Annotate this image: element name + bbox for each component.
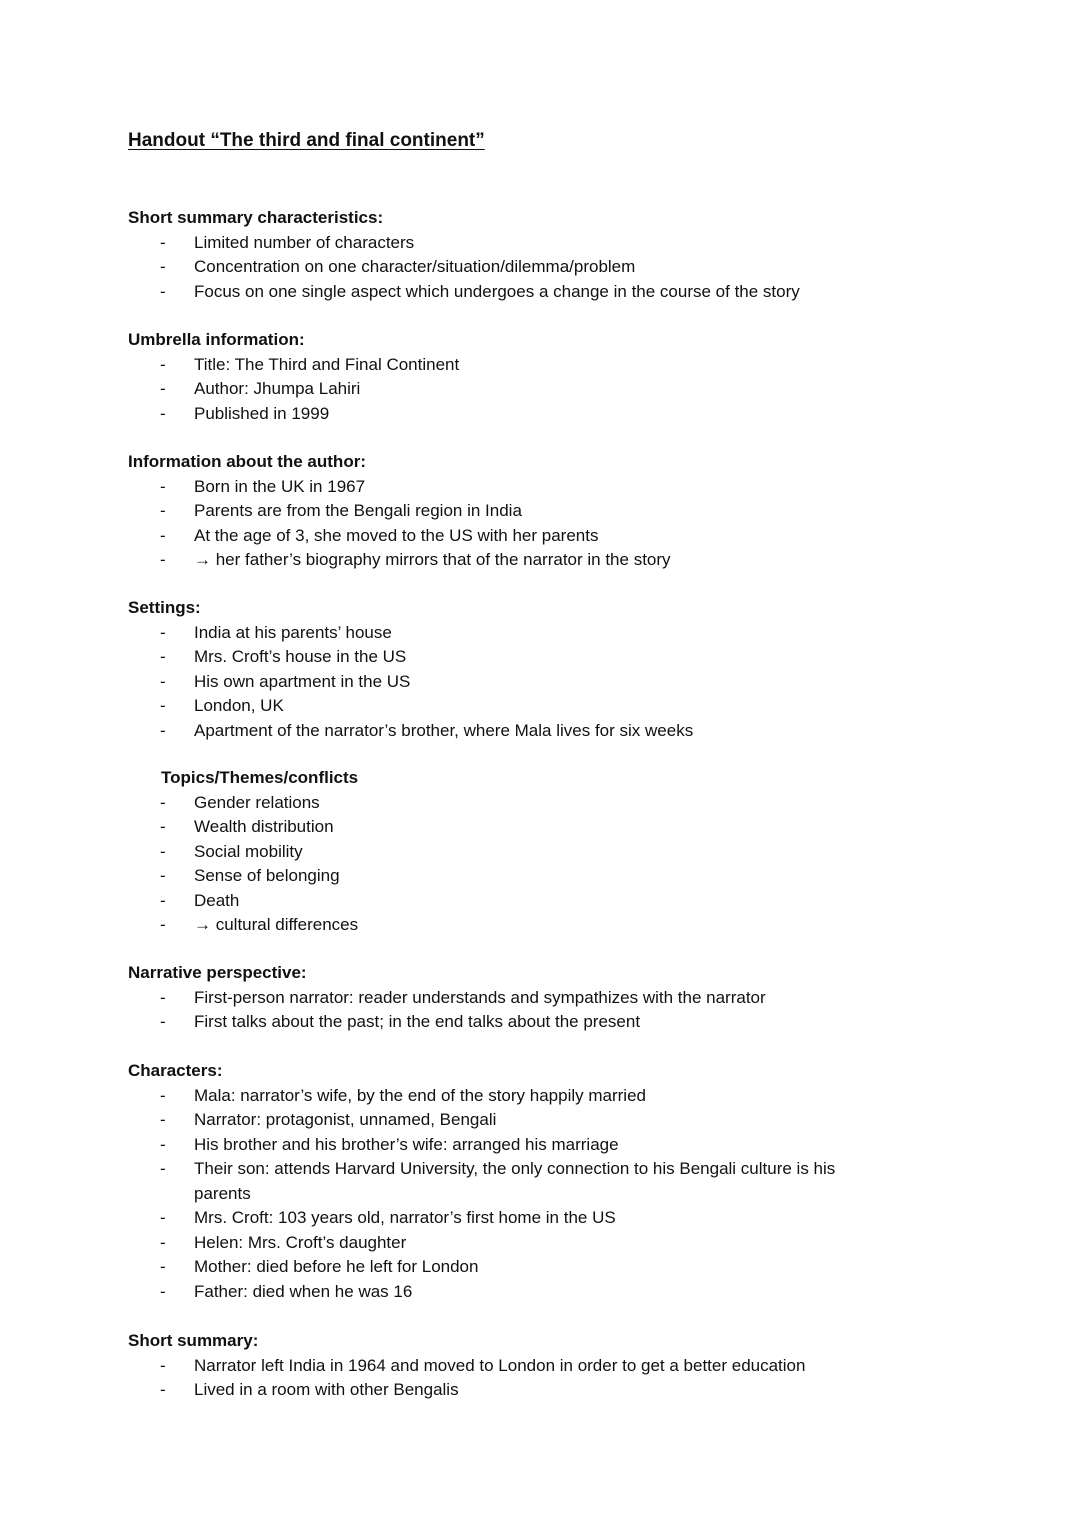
list-item-text: At the age of 3, she moved to the US with her parents <box>194 525 599 545</box>
list-item-text: Sense of belonging <box>194 866 340 885</box>
bullet-dash: - <box>160 1355 166 1375</box>
list-item <box>161 815 894 840</box>
list-item-text: Mrs. Croft: 103 years old, narrator’s first home in the US <box>194 1208 616 1227</box>
bullet-dash: - <box>160 354 166 374</box>
list-item <box>128 719 894 744</box>
section-heading: Settings: <box>128 598 201 617</box>
section-umbrella-information <box>128 328 928 426</box>
bullet-dash: - <box>160 1380 166 1399</box>
list-item <box>128 1157 894 1206</box>
bullet-dash: - <box>160 720 166 740</box>
list-item-text: Helen: Mrs. Croft’s daughter <box>194 1232 407 1252</box>
list-item-text: Mrs. Croft’s house in the US <box>194 647 407 666</box>
list-item <box>128 353 894 378</box>
list-item-text: Gender relations <box>194 792 320 812</box>
list-item <box>128 1084 894 1109</box>
bullet-dash: - <box>160 622 166 642</box>
list-item-text: → cultural differences <box>194 915 359 934</box>
bullet-dash: - <box>160 890 166 910</box>
page-title: Handout “The third and final continent” <box>128 130 485 151</box>
bullet-list <box>128 231 928 305</box>
bullet-dash: - <box>160 1134 166 1154</box>
bullet-dash: - <box>160 671 166 691</box>
bullet-dash: - <box>160 232 166 252</box>
bullet-list <box>128 1084 928 1305</box>
list-item <box>128 1010 894 1035</box>
list-item <box>128 1378 894 1403</box>
bullet-dash: - <box>160 257 166 276</box>
section-short-summary <box>128 1329 928 1403</box>
list-item <box>161 889 894 914</box>
list-item <box>128 1255 894 1280</box>
list-item <box>128 548 894 573</box>
bullet-dash: - <box>160 1281 166 1301</box>
list-item <box>128 377 894 402</box>
bullet-list <box>128 1354 928 1403</box>
list-item-text: Mala: narrator’s wife, by the end of the story happily married <box>194 1085 646 1105</box>
section-heading: Narrative perspective: <box>128 963 307 982</box>
bullet-dash: - <box>160 987 166 1007</box>
list-item-text: Apartment of the narrator’s brother, where Mala lives for six weeks <box>194 720 694 740</box>
bullet-list <box>128 475 928 573</box>
bullet-dash: - <box>160 915 166 934</box>
list-item-text: Wealth distribution <box>194 817 334 836</box>
bullet-dash: - <box>160 1012 166 1031</box>
list-item <box>128 402 894 427</box>
list-item-text: First talks about the past; in the end talks about the present <box>194 1012 641 1031</box>
list-item <box>128 524 894 549</box>
list-item <box>128 645 894 670</box>
bullet-dash: - <box>160 476 166 496</box>
bullet-list <box>128 353 928 427</box>
list-item-text: Author: Jhumpa Lahiri <box>194 379 361 398</box>
bullet-dash: - <box>160 792 166 812</box>
bullet-dash: - <box>160 866 166 885</box>
list-item-text: London, UK <box>194 696 284 715</box>
list-item <box>128 1108 894 1133</box>
list-item <box>161 791 894 816</box>
section-short-characteristics <box>128 206 928 304</box>
list-item-text: Father: died when he was 16 <box>194 1281 413 1301</box>
bullet-dash: - <box>160 1208 166 1227</box>
list-item <box>128 1206 894 1231</box>
list-item <box>128 231 894 256</box>
list-item-text: Narrator: protagonist, unnamed, Bengali <box>194 1110 497 1129</box>
list-item-text: Parents are from the Bengali region in India <box>194 501 522 520</box>
list-item <box>128 1354 894 1379</box>
bullet-dash: - <box>160 1232 166 1252</box>
section-author-information <box>128 450 928 573</box>
section-heading: Umbrella information: <box>128 330 305 349</box>
section-heading: Characters: <box>128 1061 223 1080</box>
list-item <box>161 840 894 865</box>
section-characters <box>128 1059 928 1304</box>
bullet-dash: - <box>160 696 166 715</box>
bullet-dash: - <box>160 403 166 423</box>
list-item <box>128 670 894 695</box>
list-item-text: Narrator left India in 1964 and moved to London in order to get a better education <box>194 1355 806 1375</box>
bullet-dash: - <box>160 1110 166 1129</box>
list-item <box>128 499 894 524</box>
list-item <box>128 1133 894 1158</box>
section-heading: Topics/Themes/conflicts <box>161 768 359 787</box>
list-item <box>128 694 894 719</box>
bullet-dash: - <box>160 1085 166 1105</box>
bullet-dash: - <box>160 647 166 666</box>
list-item-text: Lived in a room with other Bengalis <box>194 1380 459 1399</box>
list-item-text: Concentration on one character/situation/dilemma/problem <box>194 257 636 276</box>
bullet-dash: - <box>160 841 166 861</box>
list-item <box>128 1231 894 1256</box>
list-item-text: Focus on one single aspect which undergoes a change in the course of the story <box>194 281 800 301</box>
bullet-dash: - <box>160 1257 166 1276</box>
list-item-text: First-person narrator: reader understands and sympathizes with the narrator <box>194 987 766 1007</box>
bullet-dash: - <box>160 525 166 545</box>
list-item <box>161 864 894 889</box>
list-item <box>128 1280 894 1305</box>
bullet-dash: - <box>160 817 166 836</box>
list-item-text: Social mobility <box>194 841 303 861</box>
section-narrative-perspective <box>128 961 928 1035</box>
list-item <box>128 475 894 500</box>
list-item <box>128 255 894 280</box>
list-item-text: Limited number of characters <box>194 232 415 252</box>
list-item-text: India at his parents’ house <box>194 622 392 642</box>
bullet-dash: - <box>160 1159 166 1178</box>
list-item-text: Published in 1999 <box>194 403 330 423</box>
section-settings <box>128 596 928 743</box>
list-item <box>128 986 894 1011</box>
list-item-text: His own apartment in the US <box>194 671 411 691</box>
section-heading: Short summary characteristics: <box>128 208 384 227</box>
bullet-list <box>161 791 961 938</box>
list-item-text: Title: The Third and Final Continent <box>194 354 460 374</box>
list-item-text: Their son: attends Harvard University, the only connection to his Bengali culture is his parents <box>194 1159 836 1203</box>
section-topics <box>161 766 961 938</box>
list-item-text: Death <box>194 890 240 910</box>
bullet-list <box>128 986 928 1035</box>
bullet-dash: - <box>160 281 166 301</box>
section-heading: Information about the author: <box>128 452 366 471</box>
section-heading: Short summary: <box>128 1331 259 1350</box>
bullet-dash: - <box>160 379 166 398</box>
list-item <box>128 280 894 305</box>
list-item-text: His brother and his brother’s wife: arranged his marriage <box>194 1134 619 1154</box>
list-item <box>128 621 894 646</box>
bullet-list <box>128 621 928 744</box>
list-item-text: Mother: died before he left for London <box>194 1257 479 1276</box>
bullet-dash: - <box>160 501 166 520</box>
list-item-text: Born in the UK in 1967 <box>194 476 366 496</box>
list-item <box>161 913 894 938</box>
bullet-dash: - <box>160 550 166 569</box>
list-item-text: → her father’s biography mirrors that of the narrator in the story <box>194 550 671 569</box>
